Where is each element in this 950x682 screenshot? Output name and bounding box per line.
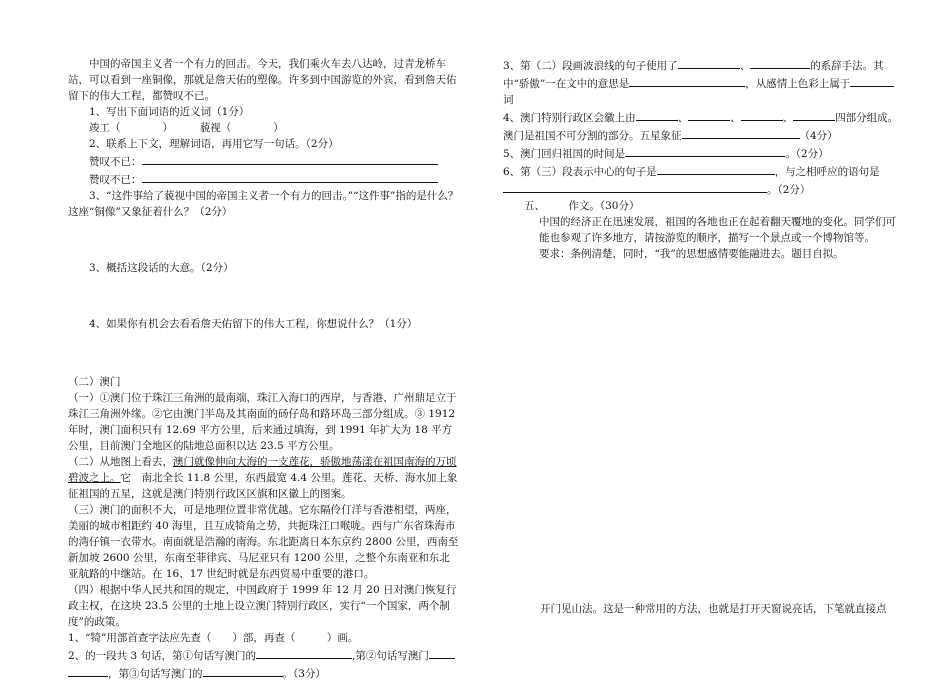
- section-title: （二）澳门: [68, 376, 121, 388]
- macau-paragraph-3: （三）澳门的面积不大，可是地理位置非常优越。它东隔伶仃洋与香港相望，两座，美丽的城市相距约 40 海里，且互成犄角之势，共扼珠江口喉咙。西与广东省珠海市的湾仔镇一衣带水。南面就是浩瀚的南海。东北距离日本东京约 2800 公里，西南至新加坡 2600 公里，东南至菲律宾、马尼亚只有 1200 公里，之整个东南亚和东北亚航路的中继站。在 16、17 世纪时就是东西贸易中重要的港口。: [68, 504, 459, 580]
- answer-blank[interactable]: [750, 56, 810, 69]
- macau-paragraph-2: （二）从地图上看去，澳门就像伸向大海的一支莲花，骄傲地荡漾在祖国南海的万顷碧波之上。它 南北全长 11.8 公里，东西最宽 4.4 公里。莲花、天桥、海水加上象征祖国的五星，这就是澳门特别行政区区旗和区徽上的图案。: [68, 456, 458, 500]
- answer-blank[interactable]: [678, 56, 740, 69]
- question-1-items: [68, 120, 460, 136]
- question-r3: 3、第（二）段画波浪线的句子使用了 、 的系辞手法。其中“骄傲”一在文中的意思是 ，从感情上色彩上属于 词: [503, 56, 903, 108]
- macau-paragraph-1: （一）①澳门位于珠江三角洲的最南端，珠江入海口的西岸，与香港、广州鼎足立于珠江三角洲外缘。②它由澳门半岛及其南面的砀仔岛和路环岛三部分组成。③ 1912年时，澳门面积只有 12.69 平方公里，后来通过填海，到 1991 年扩大为 18 平方公里，目前澳门全地区的陆地总面积以达 23.5 平方公里。: [68, 392, 457, 452]
- right-column: [503, 56, 903, 262]
- answer-blank[interactable]: [657, 162, 775, 175]
- wavy-underlined-sentence: 澳门就像伸向大海的一支莲花，骄傲地荡漾在祖国南海的万顷碧波之上。: [68, 456, 457, 484]
- intro-paragraph: 中国的帝国主义者一个有力的回击。今天，我们乘火车去八达岭，过青龙桥车站，可以看到一座铜像，那就是詹天佑的塑像。许多到中国游览的外宾，看到詹天佑留下的伟大工程，都赞叹不已。: [68, 58, 457, 102]
- answer-blank[interactable]: [503, 180, 767, 193]
- question-2-line-1: [68, 152, 460, 170]
- writing-tip: 开门见山法。这是一种常用的方法，也就是打开天窗说亮话，下笔就直接点: [540, 603, 887, 615]
- question-2: 2、联系上下文，理解词语，再用它写一句话。（2分）: [89, 138, 339, 150]
- answer-blank[interactable]: [688, 108, 730, 121]
- answer-line[interactable]: [142, 152, 438, 165]
- answer-blank[interactable]: [429, 646, 455, 659]
- answer-blank[interactable]: [256, 646, 352, 659]
- synonym-item-2: 藐视（ ）: [199, 122, 284, 134]
- composition-requirements: 要求：条例清楚，同时，“我”的思想感情要能融进去。题目自拟。: [539, 248, 844, 260]
- question-1: 1、写出下面词语的近义词（1分）: [89, 106, 250, 118]
- question-r4: 4、澳门特别行政区会徽上由 、 、 、 四部分组成。 澳门是祖国不可分割的部分。五星象征 （4分）: [503, 108, 903, 144]
- synonym-item-1: 竣工（ ）: [89, 122, 173, 134]
- answer-blank[interactable]: [625, 144, 785, 157]
- answer-line[interactable]: [142, 170, 438, 183]
- macau-paragraph-4: （四）根据中华人民共和国的规定，中国政府于 1999 年 12 月 20 日对澳门恢复行政主权，在这块 23.5 公里的土地上设立澳门特别行政区，实行“一个国家，两个制度”的政策。: [68, 584, 457, 628]
- answer-label: 赞叹不已：: [89, 174, 142, 186]
- question-2-line-2: [68, 170, 460, 188]
- composition-heading: 五、 作文。（30分）: [524, 200, 640, 212]
- answer-blank[interactable]: [850, 74, 894, 87]
- answer-label: 赞叹不已：: [89, 156, 142, 168]
- macau-question-2: 2、的一段共 3 句话，第①句话写澳门的 ,第②句话写澳门 ，第③句话写澳门的 。（3分）: [68, 646, 460, 682]
- answer-blank[interactable]: [636, 108, 678, 121]
- section-macau: [68, 374, 460, 682]
- macau-question-1: 1、“犄”用部首查字法应先查（ ）部，再查（ ）画。: [68, 632, 359, 644]
- answer-blank[interactable]: [629, 74, 745, 87]
- answer-blank[interactable]: [741, 108, 783, 121]
- question-3b: 3、概括这段话的大意。（2分）: [89, 262, 234, 274]
- question-4: 4、如果你有机会去看看詹天佑留下的伟大工程，你想说什么？（1分）: [89, 318, 418, 330]
- answer-blank[interactable]: [793, 108, 835, 121]
- question-r5: 5、澳门回归祖国的时间是 。（2分）: [503, 144, 903, 162]
- question-r6: 6、第（三）段表示中心的句子是 ，与之相呼应的语句是 。（2分）: [503, 162, 903, 198]
- question-3: 3、“这件事给了藐视中国的帝国主义者一个有力的回击。”“这件事”指的是什么？这座“铜像”又象征着什么？（2分）: [68, 190, 459, 218]
- composition-prompt: 中国的经济正在迅速发展，祖国的各地也正在起着翻天覆地的变化。同学们可能也参观了许多地方，请按游览的顺序，描写一个景点或一个博物馆等。: [539, 216, 896, 244]
- left-column: [68, 56, 460, 682]
- answer-blank[interactable]: [682, 126, 800, 139]
